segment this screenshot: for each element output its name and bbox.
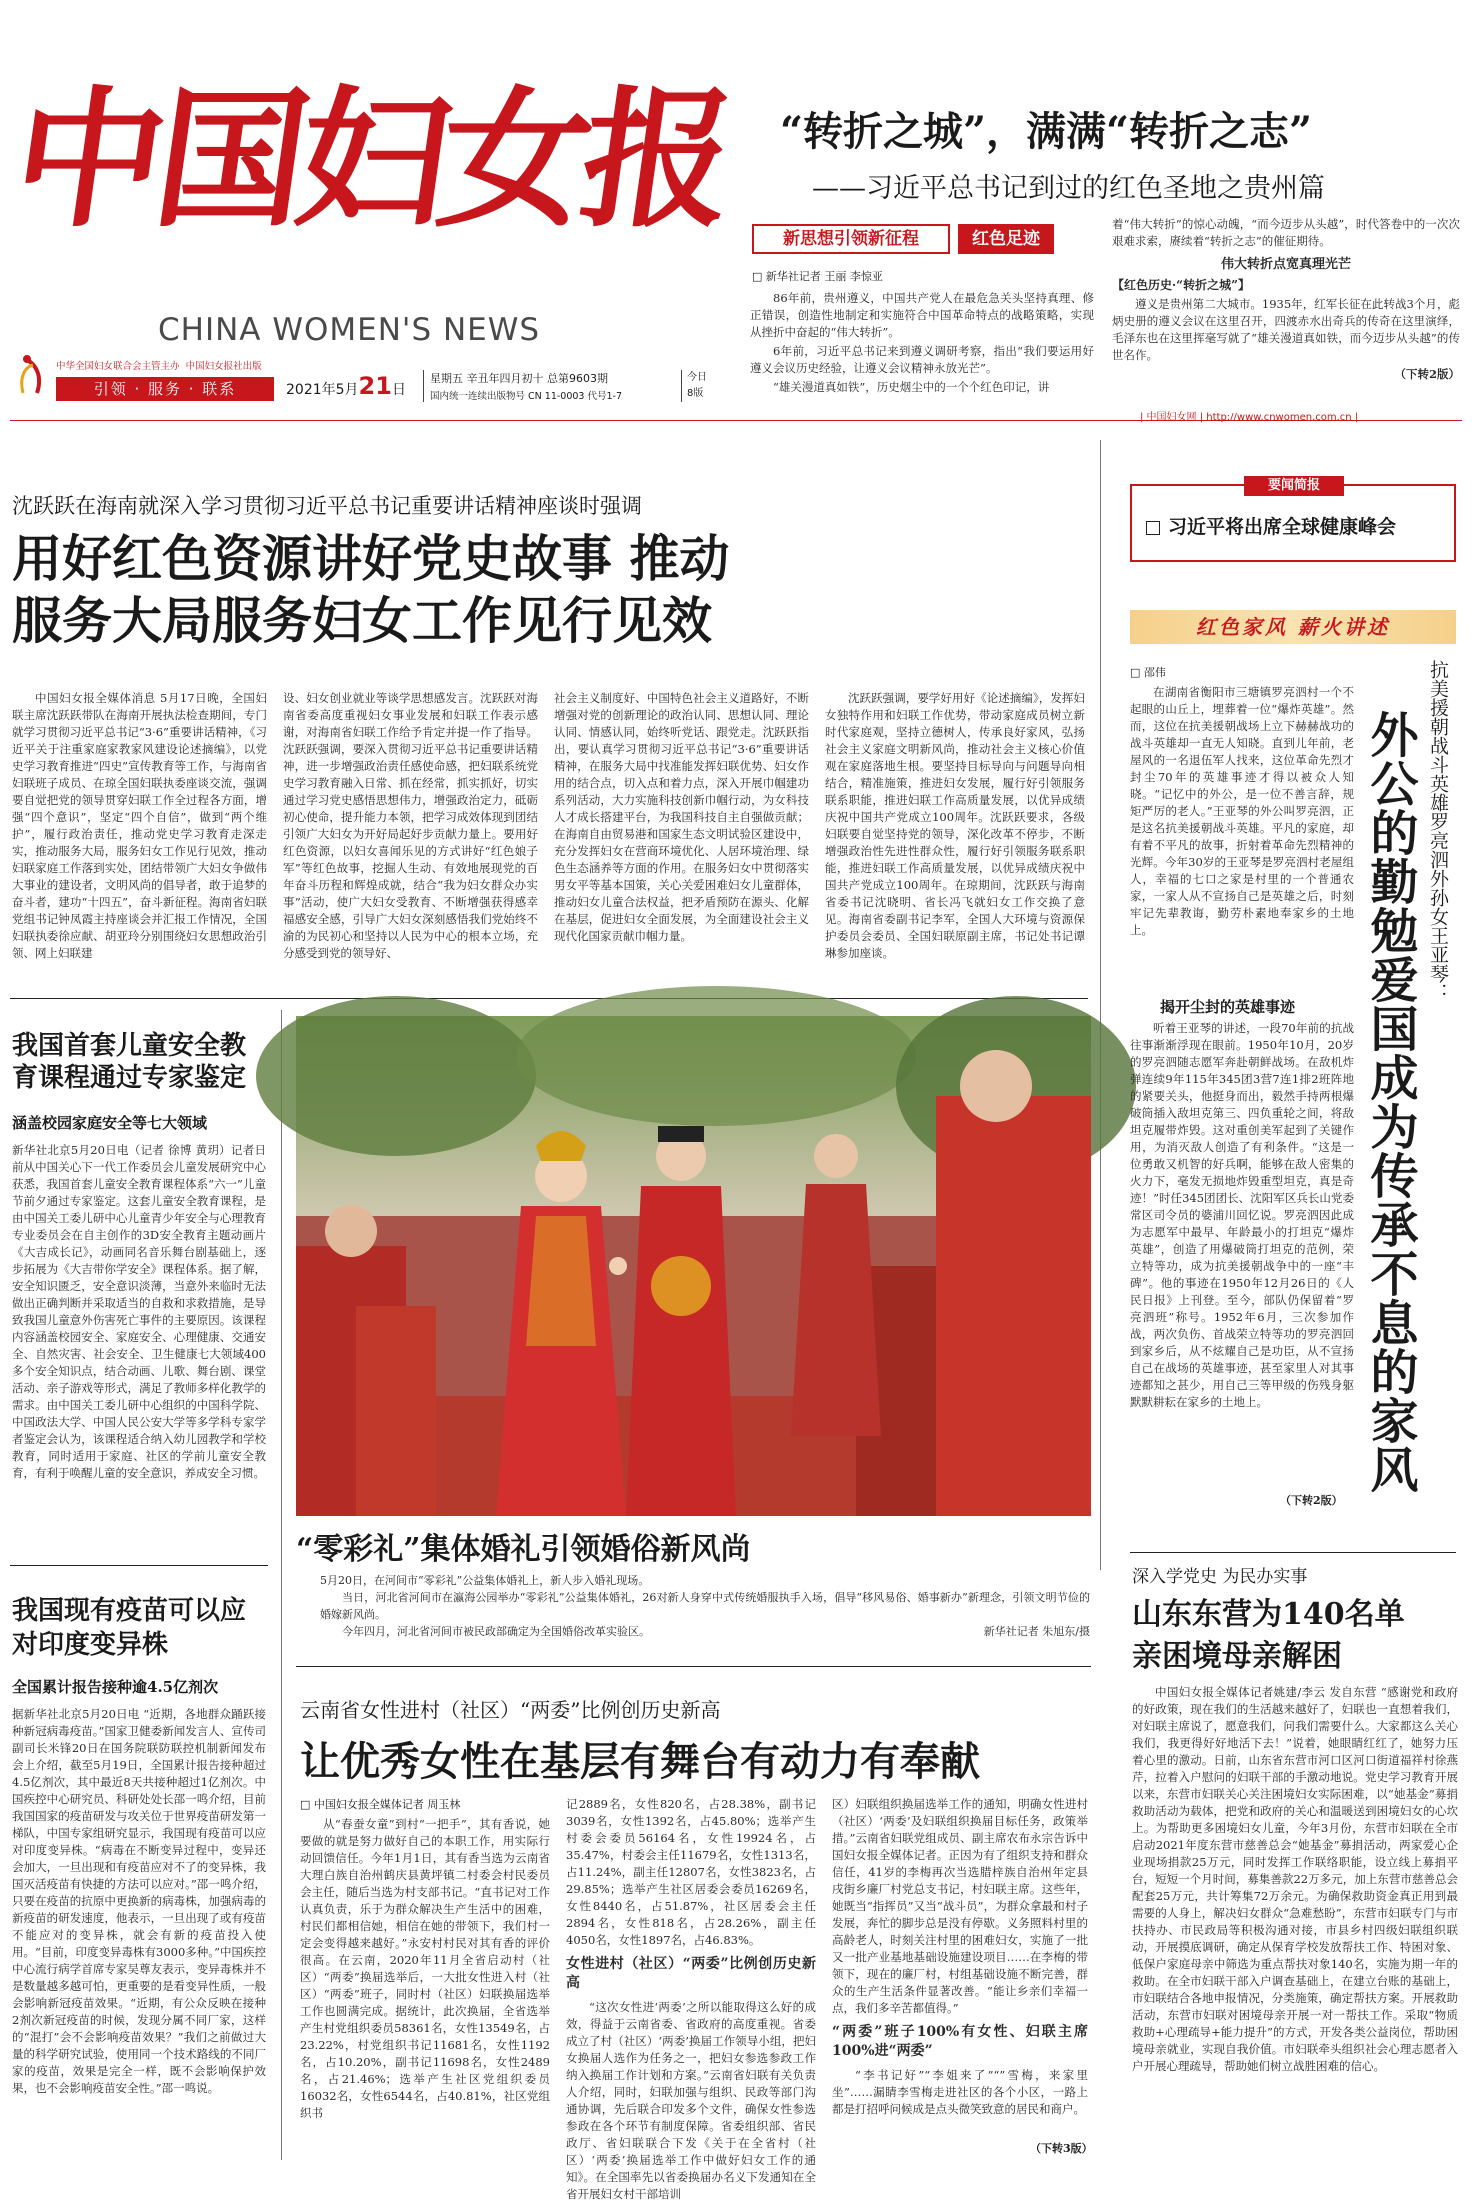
top-feature-body-left: 86年前，贵州遵义，中国共产党人在最危急关头坚持真理、修正错误，创造性地制定和实施符合中国革命特点的战略策略，实现从挫折中奋起的“伟大转折”。 6年前，习近平总书记来到遵义调研考察，指出“我们要运用好遵义会议历史经验，让遵义会议精神永放光芒”。 “雄关漫道真如铁”，历史烟尘中的一个个红色印记，讲 xyxy=(750,291,1094,394)
masthead-issn: 国内统一连续出版物号 CN 11-0003 代号1-7 xyxy=(430,391,623,402)
family-vertical-headline: 外公的勤勉爱国成为传承不息的家风 xyxy=(1362,710,1418,1494)
bottom-col2-subhead: 女性进村（社区）“两委”比例创历史新高 xyxy=(566,1956,816,1991)
right-body: 中国妇女报全媒体记者姚建/李云 发自东营 “感谢党和政府的好政策，现在我们的生活越来越好了，妇联也一直想着我们，对妇联主席说了，愿意我们，问我们需要什么。大家都这么关心我们，我更得好好地活下去！”说着，她眼睛红红了，她努力压着心里的激动。日前，山东省东营市河口区河口街道福祥村徐燕芹，拉着入户慰问的妇联干部的手激动地说。党史学习教育开展以来，东营市妇联关心关注困境妇女实际困难，以“她基金”募捐救助活动为载体，把党和政府的关心和温暖送到困境妇女的心坎上。为帮助更多困境妇女儿童，今年3月份，东营市妇联在全市启动2021年度东营市慈善总会“她基金”募捐活动，两家爱心企业现场捐款25万元，同时发挥工作联络职能，设立线上募捐平台，短短一个月时间，募集善款22万多元，加上东营市慈善总会配套25万元，共计筹集72万余元。为确保救助资金真正用到最需要的人身上，解决妇女群众“急难愁盼”，东营市妇联专门与市扶持办、市民政局等积极沟通对接，市县乡村四级妇联组织联动，开展摸底调研，确定从保育学校发放帮扶工作、特困对象、低保户家庭母亲中筛选为重点帮扶对象140名，实施为期一年的救助。在全市妇联干部入户调查基础上，在建立台账的基础上，市妇联结合各地申报情况，分类施策，确定帮扶方案。开展救助活动，东营市妇联对困境母亲开展一对一帮扶工作。采取“物质救助+心理疏导+能力提升”的方式，开发各类公益岗位，帮助困境母亲就业，实现自我价值。市妇联牵头组织社会心理志愿者入户开展心理疏导，帮助她们树立战胜困难的信心。 xyxy=(1132,1685,1458,2073)
photo-caption-title: “零彩礼”集体婚礼引领婚俗新风尚 xyxy=(296,1532,751,1567)
masthead-emblem-icon xyxy=(15,353,49,401)
masthead-date: 2021年5月21日 xyxy=(286,372,406,400)
right-headline: 山东东营为140名单亲困境母亲解困 xyxy=(1132,1597,1405,1674)
lead-kicker: 沈跃跃在海南就深入学习贯彻习近平总书记重要讲话精神座谈时强调 xyxy=(12,494,642,518)
family-vertical-kicker: 抗美援朝战斗英雄罗亮泗外孙女王亚琴： xyxy=(1427,660,1449,1002)
bottom-headline: 让优秀女性在基层有舞台有动力有奉献 xyxy=(300,1738,980,1785)
family-subhead: 揭开尘封的英雄事迹 xyxy=(1160,998,1296,1016)
lead-col-2: 设、妇女创业就业等谈学思想感发言。沈跃跃对海南省委高度重视妇女事业发展和妇联工作表示感谢，对海南省妇联工作给予肯定并提一作了指导。沈跃跃强调，要深入贯彻习近平总书记重要讲话精神，进一步增强政治责任感使命感，把妇联系统党史学习教育融入日常、抓在经常，抓实抓好，切实通过学习党史感悟思想伟力，增强政治定力，砥砺初心使命，提升能力本领，把学习成效体现到团结引领广大妇女为开好局起好步贡献力量上。要用好红色资源，以妇女喜闻乐见的方式讲好“红色娘子军”等红色故事，挖掘人生动、有效地展现党的百年奋斗历程和辉煌成就，结合“我为妇女群众办实事”活动，使广大妇女受教育、不断增强获得感幸福感安全感，引导广大妇女深刻感悟我们党始终不渝的为民初心和坚持以人民为中心的根本立场，充分感受到党的领导好、 xyxy=(283,691,538,960)
left-story1-headline: 我国首套儿童安全教育课程通过专家鉴定 xyxy=(12,1031,247,1093)
family-continued: （下转2版） xyxy=(1280,1494,1343,1507)
family-byline: □ 邵伟 xyxy=(1130,666,1166,679)
masthead-weekday: 星期五 辛丑年四月初十 总第9603期 xyxy=(430,372,608,385)
masthead-motto: 引领 · 服务 · 联系 xyxy=(56,377,274,401)
bottom-col-3: 区）妇联组织换届选举工作的通知，明确女性进村（社区）‘两委’及妇联组织换届目标任务，政策举措。”云南省妇联党组成员、副主席农布永宗告诉中国妇女报全媒体记者。正因为有了组织支持和群众信任，41岁的李梅再次当选腊梓族自治州年定县戌街乡廉厂村党总支书记，村妇联主席。这些年，她既当“指挥员”又当“战斗员”，为群众拿最和村子发展，奔忙的脚步总是没有停歇。义务照料村里的高龄老人，时刻关注村里的困难妇女，实施了一批又一批产业基地基础设施建设项目……在李梅的带领下，现在的廉厂村，村组基础设施不断完善，群众的生产生活条件显著改善。“能让乡亲们幸福一点，我们多辛苦都值得。” “两委”班子100%有女性、妇联主席100%进“两委” “李书记好”“李姐来了”“”雪梅，来家里坐”……漏睛李雪梅走进社区的各个小区，一路上都是打招呼问候成是点头微笑致意的居民和商户。 xyxy=(832,1797,1088,2116)
masthead-english-name: CHINA WOMEN'S NEWS xyxy=(158,312,541,348)
lead-headline: 用好红色资源讲好党史故事 推动 服务大局服务妇女工作见行见效 xyxy=(12,529,730,650)
right-kicker: 深入学党史 为民办实事 xyxy=(1132,1567,1308,1587)
top-feature-tag-new-era: 新思想引领新征程 xyxy=(752,224,950,254)
news-brief-box xyxy=(1130,478,1456,562)
bottom-col-2: 记2889名，女性820名，占28.38%，副书记3039名，女性1392名，占45.80%；选举产生村委会委员56164名，女性19924名，占35.47%，村委会主任11679名，女性1313名，占11.24%，副主任12807名，女性3823名，占29.85%；选举产生社区居委会委员16269名，女性8440名，占51.87%，社区居委会主任2894名，女性818名，占28.26%，副主任4050名，女性1897名，占46.83%。 女性进村（社区）“两委”比例创历史新高 “这次女性进‘两委’之所以能取得这么好的成效，得益于云南省委、省政府的高度重视。省委成立了村（社区）‘两委’换届工作领导小组，把妇女换届人选作为任务之一，把妇女参选参政工作纳入换届工作计划和方案。”云南省妇联有关负责人介绍，同时，妇联加强与组织、民政等部门沟通协调，先后联合印发多个文件，确保女性参选参政在各个环节有制度保障。省委组织部、省民政厅、省妇联联合下发《关于在全省村（社区）‘两委’换届选举工作中做好妇女工作的通知》。在全国率先以省委换届办名义下发通知在全省开展妇女村干部培训 xyxy=(566,1797,816,2201)
top-feature-title: “转折之城”，满满“转折之志” xyxy=(780,108,1313,155)
left-story1-subhead: 涵盖校园家庭安全等七大领域 xyxy=(12,1114,208,1132)
wedding-photo xyxy=(296,1016,1091,1516)
family-body-1: 在湖南省衡阳市三塘镇罗亮泗村一个不起眼的山丘上，埋葬着一位“爆炸英雄”。然而，这位在抗美援朝战场上立下赫赫战功的战斗英雄却一直无人知晓。直到儿年前，老屋风的一名退伍军人找来，这位革命先烈才封尘70年的英雄事迹才得以被众人知晓。“记忆中的外公，是一位不善言辞，规矩严厉的老人。”王亚琴的外公叫罗亮泗，正是这名抗美援朝战斗英雄。平凡的家庭，却有着不平凡的故事，折射着革命先烈精神的光辉。今年30岁的王亚琴是罗亮泗村老屋组人，幸福的七口之家是村里的一个普通农家，一家人从不宣扬自己是英雄之后，时刻牢记先辈教诲，勤劳朴素地奉家乡的土地上。 xyxy=(1130,685,1354,937)
bottom-byline: □ 中国妇女报全媒体记者 周玉林 xyxy=(300,1798,461,1811)
masthead-logo: 中国妇女报 xyxy=(2,72,738,248)
top-feature-byline: □ 新华社记者 王丽 李惊亚 xyxy=(752,270,883,283)
bottom-col-1: 从“春蚕女童”到村“一把手”，其有香说，她要做的就是努力做好自己的本职工作，用实际行动回馈信任。今年1月1日，其有香当选为云南省大理白族自治州鹤庆县黄坪镇二村委会村民委员会主任，随后当选为村支部书记。“直书记对工作认真负责，乐于为群众解决生产生活中的困难，村民们都相信她，相信在她的带领下，我们村一定会变得越来越好。”永安村村民对其有香的评价很高。在云南，2020年11月全省启动村（社区）“两委”换届选举后，一大批女性进入村（社区）“两委”班子，同时村（社区）妇联换届选举工作也圆满完成。据统计，此次换届，全省选举产生村党组织委员58361名，女性13549名，占23.22%，村党组织书记11681名，女性1192名，占10.20%，副书记11698名，女性2489名，占21.46%；选举产生社区党组织委员16032名，女性6544名，占40.81%，社区党组织书 xyxy=(300,1817,550,2120)
top-feature-subhead: 伟大转折点宽真理光芒 xyxy=(1220,257,1351,272)
lead-col-1: 中国妇女报全媒体消息 5月17日晚，全国妇联主席沈跃跃带队在海南开展执法检查期间，专门就学习贯彻习近平总书记“3·6”重要讲话精神，《习近平关于注重家庭家教家风建设论述摘编》，以党史学习教育推进“四史”宣传教育等工作，与海南省妇联班子成员、在琼全国妇联执委座谈交流，强调要自觉把党的领导贯穿妇联工作全过程各方面，增强“四个意识”，坚定“四个自信”，做到“两个维护”，履行政治责任，推动党史学习教育走深走实，推动服务大局，服务妇女工作见行见效，推动妇联家庭工作落到实处，团结带领广大妇女争做伟大事业的建设者，文明风尚的倡导者，敢于追梦的奋斗者，建功“十四五”，奋斗新征程。海南省妇联党组书记钟凤霞主持座谈会并汇报工作情况，全国妇联执委徐应献、胡亚玲分别围绕妇女思想政治引领、网上妇联建 xyxy=(12,691,267,960)
photo-caption: 5月20日，在河间市“零彩礼”公益集体婚礼上，新人步入婚礼现场。 当日，河北省河间市在瀛海公园举办“零彩礼”公益集体婚礼，26对新人身穿中式传统婚服执手入场，倡导“移风易俗、婚事新办”新理念，引领文明节俭的婚嫁新风尚。 今年四月，河北省河间市被民政部确定为全国婚俗改革实验区。 新华社记者 朱旭东/摄 xyxy=(320,1574,1090,1638)
masthead-pages: 今日 8版 xyxy=(687,372,707,399)
top-feature-tag-red-footprint: 红色足迹 xyxy=(958,224,1054,254)
bottom-col3-subhead: “两委”班子100%有女性、妇联主席100%进“两委” xyxy=(832,2024,1088,2059)
left-story1-body: 新华社北京5月20日电（记者 徐博 黄玥）记者日前从中国关心下一代工作委员会儿童发展研究中心获悉，我国首套儿童安全教育课程体系“六一”儿童节前夕通过专家鉴定。这套儿童安全教育课程，是由中国关工委儿研中心儿童青少年安全与心理教育专业委员会在自主创作的3D安全教育主题动画片《大吉成长记》，动画同名音乐舞台剧基础上，逐步拓展为《大吉带你学安全》课程体系。据了解，安全知识匮乏，安全意识淡薄，当意外来临时无法做出正确判断并采取适当的自救和求救措施，是导致我国儿童意外伤害死亡事件的主要原因。该课程内容涵盖校园安全、家庭安全、心理健康、交通安全、自然灾害、社会安全、卫生健康七大领域400多个安全知识点，结合动画、儿歌、舞台剧、课堂活动、亲子游戏等形式，满足了教师多样化教学的需求。由中国关工委儿研中心组织的中国科学院、中国政法大学、中国人民公安大学等多学科专家学者鉴定会认为，该课程适合纳入幼儿园教学和学校教育，同时适用于家庭、社区的学前儿童安全教育，有利于唤醒儿童的安全意识，养成安全习惯。 xyxy=(12,1143,266,1480)
news-brief-label: 要闻简报 xyxy=(1244,476,1344,496)
top-feature-body-right: 着“伟大转折”的惊心动魄，“而今迈步从头越”，时代答卷中的一次次艰难求索，赓续着“转折之志”的催征期待。 伟大转折点宽真理光芒 【红色历史·“转折之城”】 遵义是贵州第二大城市。1935年，红军长征在此转战3个月，彪炳史册的遵义会议在这里召开，四渡赤水出奇兵的传奇在这里演绎，毛泽东也在这里挥毫写就了“雄关漫道真如铁，而今迈步从头越”的传世名作。 （下转2版） xyxy=(1112,217,1460,381)
top-feature xyxy=(750,96,1462,406)
left-story2-headline: 我国现有疫苗可以应对印度变异株 xyxy=(12,1596,247,1660)
family-banner: 红色家风 薪火讲述 xyxy=(1130,610,1456,644)
left-story2-subhead: 全国累计报告接种逾4.5亿剂次 xyxy=(12,1678,219,1696)
top-feature-bracket: 【红色历史·“转折之城”】 xyxy=(1112,278,1250,292)
wedding-photo-illustration xyxy=(296,1016,1091,1516)
left-story2-body: 据新华社北京5月20日电 “近期，各地群众踊跃接种新冠病毒疫苗。”国家卫健委新闻发言人、宣传司副司长米锋20日在国务院联防联控机制新闻发布会上介绍，截至5月19日，全国累计报告接种超过4.5亿剂次，其中最近8天共接种超过1亿剂次。中国疾控中心研究员、科研处处长邵一鸣介绍，目前我国国家的疫苗研发与攻关位于世界疫苗研发第一梯队，中国专家组研究显示，我国现有疫苗可以应对印度变异株。“病毒在不断变异过程中，变异还会加大，一旦出现和有疫苗应对不了的变异株，我国灭活疫苗有快捷的方法可以应对。”邵一鸣介绍，只要在疫苗的抗原中更换新的病毒株，加强病毒的新疫苗的研发速度，他表示，一旦出现了或有疫苗不能应对的变异株，就会有新的疫苗投入使用。“目前，印度变异毒株有3000多种。”中国疾控中心流行病学首席专家吴尊友表示，变异毒株并不是数量越多越可怕，更重要的是看变异性质，一般会影响新冠疫苗效果。“近期，有公众反映在接种2剂次新冠疫苗的时候，发现分属不同厂家，这样的“混打”会不会影响疫苗效果？”我们之前做过大量的科学研究试验，使用同一个技术路线的不同厂家的疫苗，效果是完全一样，既不会影响保护效果，也不会影响疫苗安全性。”邵一鸣说。 xyxy=(12,1707,266,2095)
masthead xyxy=(2,50,740,420)
website-link[interactable]: | 中国妇女网 | http://www.cnwomen.com.cn | xyxy=(1140,412,1359,423)
top-feature-subtitle: ——习近平总书记到过的红色圣地之贵州篇 xyxy=(812,173,1325,204)
checkbox-icon xyxy=(1146,521,1160,535)
bottom-continued: （下转3版） xyxy=(1030,2142,1093,2155)
lead-col-3: 社会主义制度好、中国特色社会主义道路好，不断增强对党的创新理论的政治认同、思想认同、理论认同、情感认同，始终听党话、跟党走。沈跃跃指出，要认真学习贯彻习近平总书记“3·6”重要讲话精神，在服务大局中找准能发挥妇联优势、妇女作用的结合点，切入点和着力点，深入开展巾帼建功系列活动，大力实施科技创新巾帼行动，为女科技人才成长搭建平台，为我国科技自主自强做贡献；在海南自由贸易港和国家生态文明试验区建设中，充分发挥妇女在营商环境优化、人居环境治理、绿色生态涵养等方面的作用。在服务妇女中贯彻落实男女平等基本国策，关心关爱困难妇女儿童群体，推动妇女儿童合法权益，把矛盾预防在源头、化解在基层，促进妇女全面发展，为全面建设社会主义现代化国家贡献巾帼力量。 xyxy=(554,691,809,943)
family-body-2: 听着王亚琴的讲述，一段70年前的抗战往事渐渐浮现在眼前。1950年10月，20岁的罗亮泗随志愿军奔赴朝鲜战场。在敌机炸弹连续9年115年345团3营7连1排2班阵地的紧要关头，他挺身而出，毅然手持两根爆破筒插入敌坦克第三、四负重轮之间，将敌坦克履带炸毁。这对重创美军起到了关键作用，为消灭敌人创造了有利条件。“这是一位勇敢又机智的好兵啊，能够在敌人密集的火力下，毫发无损地炸毁重型坦克，真是奇迹！”时任345团团长、沈阳军区兵长山党委常区司令员的婆浦川回忆说。罗亮泗因此成为志愿军中最早、年龄最小的打坦克“爆炸英雄”，创造了用爆破筒打坦克的范例，荣立特等功，成为抗美援朝战争中的一座“丰碑”。他的事迹在1950年12月26日的《人民日报》上刊登。至今，部队仍保留着“罗亮泗班”称号。1952年6月，三次参加作战，两次负伤、首战荣立特等功的罗亮泗回到家乡后，从不炫耀自己是功臣，从不宣扬自己在战场的英雄事迹，甚至家里人对其事迹都知之甚少，用自己三等甲级的伤残身躯默默耕耘在家乡的土地上。 xyxy=(1130,1021,1354,1409)
masthead-sponsor: 中华全国妇女联合会主管主办 中国妇女报社出版 xyxy=(56,361,262,372)
bottom-kicker: 云南省女性进村（社区）“两委”比例创历史新高 xyxy=(300,1698,721,1722)
lead-col-4: 沈跃跃强调，要学好用好《论述摘编》，发挥妇女独特作用和妇联工作优势，带动家庭成员树立新时代家庭观，坚持立德树人，传承良好家风，弘扬社会主义家庭文明新风尚，推动社会主义核心价值观在家庭落地生根。要坚持目标导向与问题导向相结合，精准施策，推进妇女发展，履行好引领服务联系职能，推进妇联工作高质量发展，以优异成绩庆祝中国共产党成立100周年。沈跃跃要求，各级妇联要自觉坚持党的领导，深化改革不停步，不断增强政治性先进性群众性，履行好引领服务联系职能，推进妇联工作高质量发展，以优异成绩庆祝中国共产党成立100周年。在琼期间，沈跃跃与海南省委书记沈晓明、省长冯飞就妇女工作交换了意见。海南省委副书记李军，全国人大环境与资源保护委员会委员、全国妇联原副主席，书记处书记谭琳参加座谈。 xyxy=(825,691,1085,960)
news-brief-item[interactable]: 习近平将出席全球健康峰会 xyxy=(1146,512,1396,539)
